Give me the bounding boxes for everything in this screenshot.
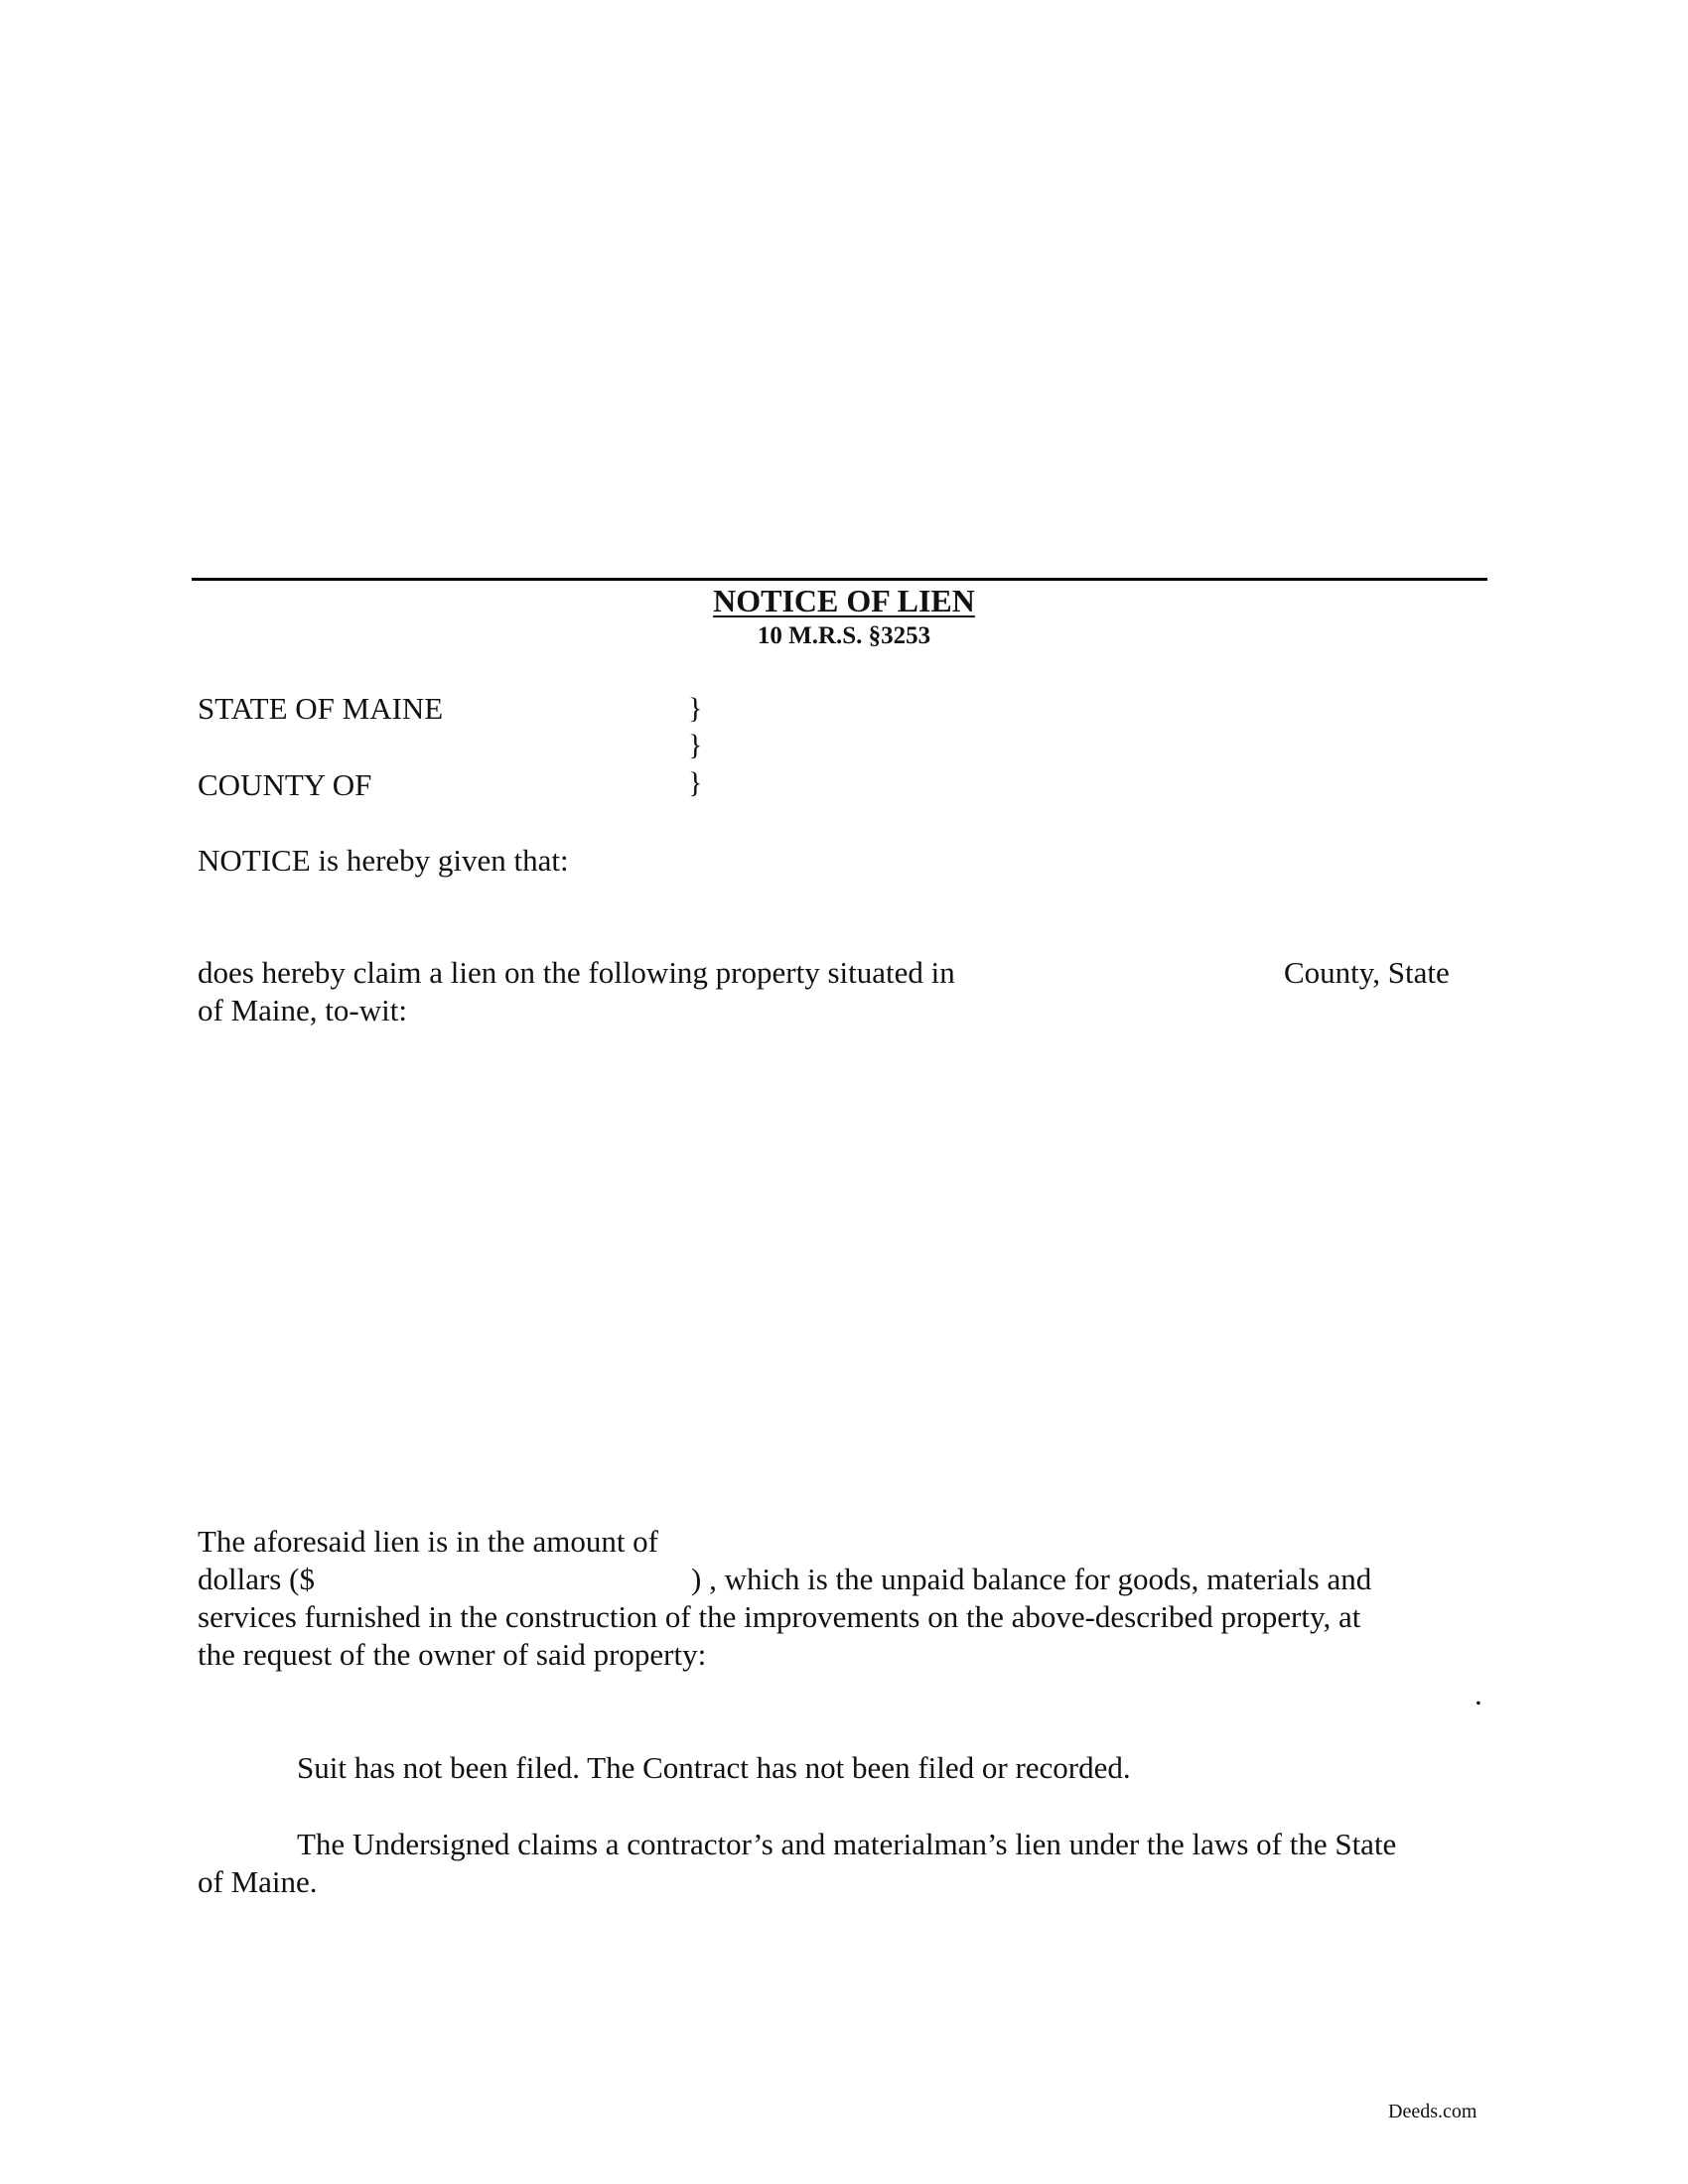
- amount-line-2-start: dollars ($: [198, 1562, 315, 1596]
- amount-line-3: services furnished in the construction of the improvements on the above-described property, at: [198, 1599, 1361, 1634]
- venue-brace-1: }: [688, 692, 703, 725]
- statute-citation: 10 M.R.S. §3253: [757, 622, 931, 649]
- notice-intro: NOTICE is hereby given that:: [198, 843, 569, 878]
- amount-line-1: The aforesaid lien is in the amount of: [198, 1524, 659, 1559]
- venue-brace-2: }: [688, 729, 703, 761]
- claim-line-1-end: County, State: [1284, 955, 1450, 990]
- venue-brace-3: }: [688, 766, 703, 799]
- amount-line-4: the request of the owner of said property:: [198, 1637, 707, 1672]
- claim-line-1-start: does hereby claim a lien on the following property situated in: [198, 955, 955, 990]
- amount-line-2-end: ) , which is the unpaid balance for goods, materials and: [691, 1562, 1372, 1596]
- document-title-text: NOTICE OF LIEN: [713, 583, 975, 618]
- footer-source: Deeds.com: [1388, 2101, 1477, 2122]
- claim-statement-line-2: of Maine.: [198, 1864, 318, 1899]
- document-title: [0, 581, 1688, 620]
- claim-statement-line-1: The Undersigned claims a contractor’s and materialman’s lien under the laws of the State: [297, 1827, 1397, 1861]
- claim-line-2: of Maine, to-wit:: [198, 993, 407, 1027]
- trailing-period: .: [1475, 1677, 1482, 1711]
- state-label: STATE OF MAINE: [198, 691, 444, 726]
- suit-statement: Suit has not been filed. The Contract has not been filed or recorded.: [297, 1750, 1131, 1785]
- county-label: COUNTY OF: [198, 767, 372, 802]
